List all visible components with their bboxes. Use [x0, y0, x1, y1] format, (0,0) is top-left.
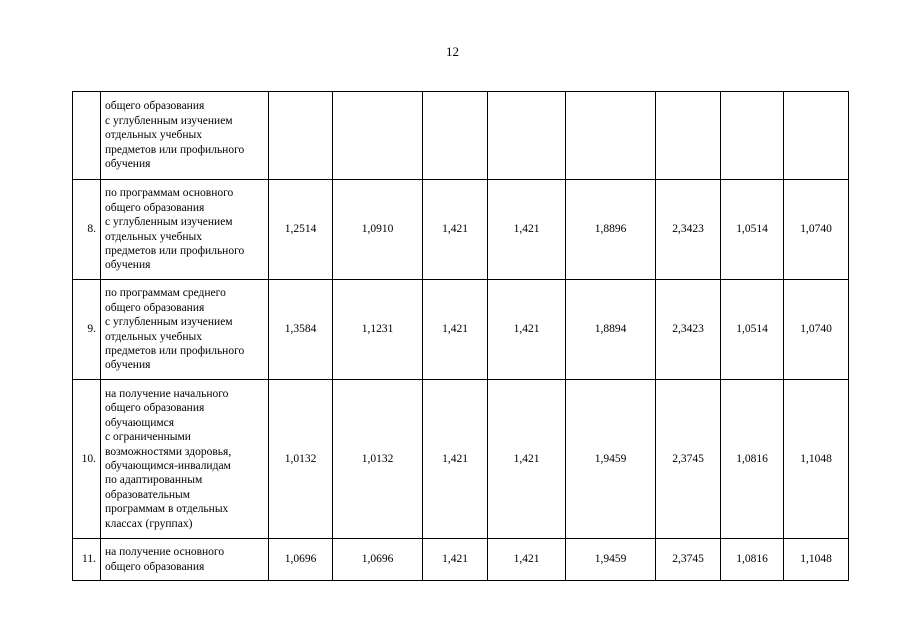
value-cell: 1,1048	[784, 380, 849, 539]
value-cell: 1,0740	[784, 280, 849, 380]
value-cell: 1,9459	[566, 380, 656, 539]
value-cell: 1,0514	[721, 180, 784, 280]
table-row	[73, 280, 849, 380]
value-cell: 1,421	[423, 180, 488, 280]
value-cell: 1,9459	[566, 539, 656, 581]
value-cell	[566, 92, 656, 180]
row-number	[73, 92, 101, 180]
value-cell: 1,8896	[566, 180, 656, 280]
row-number: 10.	[73, 380, 101, 539]
row-number: 11.	[73, 539, 101, 581]
coefficient-table	[72, 91, 849, 581]
value-cell: 2,3423	[656, 180, 721, 280]
value-cell: 1,421	[488, 280, 566, 380]
value-cell	[423, 92, 488, 180]
value-cell	[721, 92, 784, 180]
table-row	[73, 180, 849, 280]
row-description: по программам основного общего образования с углубленным изучением отдельных учебных предметов или профильного обучения	[101, 180, 269, 280]
row-description: на получение основного общего образования	[101, 539, 269, 581]
value-cell: 1,1231	[333, 280, 423, 380]
value-cell	[784, 92, 849, 180]
value-cell: 1,0696	[333, 539, 423, 581]
value-cell: 2,3423	[656, 280, 721, 380]
row-description: по программам среднего общего образования с углубленным изучением отдельных учебных предметов или профильного обучения	[101, 280, 269, 380]
value-cell: 2,3745	[656, 539, 721, 581]
row-number: 9.	[73, 280, 101, 380]
row-description: общего образования с углубленным изучением отдельных учебных предметов или профильного обучения	[101, 92, 269, 180]
value-cell: 1,0132	[269, 380, 333, 539]
value-cell: 1,421	[423, 380, 488, 539]
value-cell	[269, 92, 333, 180]
value-cell: 1,2514	[269, 180, 333, 280]
value-cell	[333, 92, 423, 180]
page-number: 12	[446, 44, 459, 59]
value-cell: 2,3745	[656, 380, 721, 539]
value-cell: 1,0816	[721, 539, 784, 581]
table-row	[73, 380, 849, 539]
value-cell: 1,0696	[269, 539, 333, 581]
row-description: на получение начального общего образования обучающимся с ограниченными возможностями здоровья, обучающимся-инвалидам по адаптированным образовательным программам в отдельных классах (группах)	[101, 380, 269, 539]
table-row	[73, 539, 849, 581]
value-cell: 1,421	[488, 539, 566, 581]
value-cell: 1,0514	[721, 280, 784, 380]
value-cell: 1,3584	[269, 280, 333, 380]
value-cell: 1,8894	[566, 280, 656, 380]
value-cell	[488, 92, 566, 180]
value-cell: 1,0740	[784, 180, 849, 280]
value-cell: 1,1048	[784, 539, 849, 581]
value-cell: 1,421	[488, 380, 566, 539]
value-cell: 1,0816	[721, 380, 784, 539]
value-cell: 1,421	[423, 280, 488, 380]
value-cell: 1,421	[423, 539, 488, 581]
value-cell: 1,0910	[333, 180, 423, 280]
table-row	[73, 92, 849, 180]
row-number: 8.	[73, 180, 101, 280]
value-cell: 1,0132	[333, 380, 423, 539]
value-cell: 1,421	[488, 180, 566, 280]
value-cell	[656, 92, 721, 180]
